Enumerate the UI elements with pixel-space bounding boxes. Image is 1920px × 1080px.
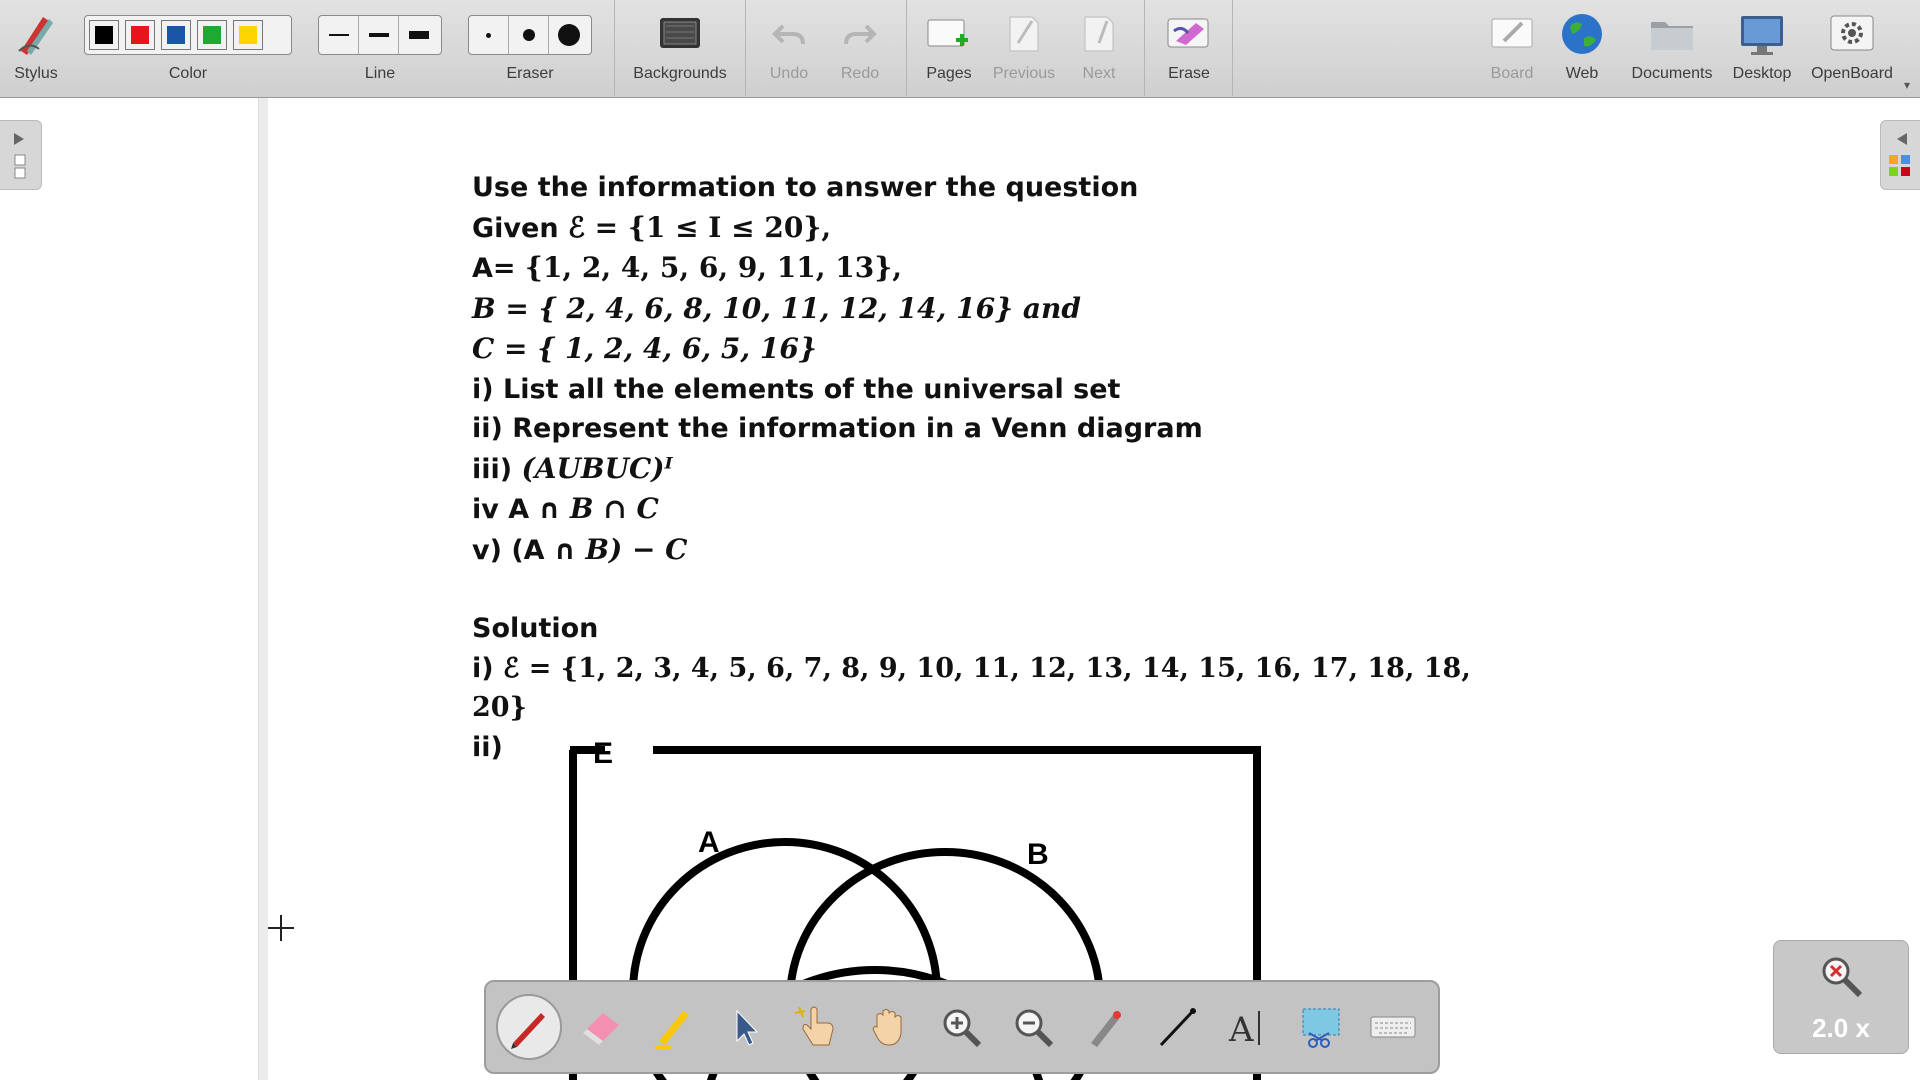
solution-2: ii) (472, 731, 503, 763)
color-blue-button[interactable] (161, 20, 191, 50)
set-b-line: B = { 2, 4, 6, 8, 10, 11, 12, 14, 16} and (472, 291, 1081, 325)
line-tool-button[interactable] (1144, 994, 1210, 1060)
color-red-button[interactable] (125, 20, 155, 50)
color-swatch-blue (167, 26, 185, 44)
web-button[interactable]: Web (1550, 0, 1614, 96)
zoom-in-icon (937, 1003, 985, 1051)
pointing-hand-icon (793, 1003, 841, 1051)
eraser-icon (577, 1003, 625, 1051)
universal-set-label: E (593, 737, 614, 770)
color-palette (84, 15, 292, 55)
left-margin-area (0, 98, 268, 1080)
universal-set-line: Given ℰ = {1 ≤ I ≤ 20}, (472, 210, 832, 244)
color-black-button[interactable] (89, 20, 119, 50)
text-tool-button[interactable] (1216, 994, 1282, 1060)
pen-tool-button[interactable] (496, 994, 562, 1060)
redo-button[interactable]: Redo (826, 0, 894, 96)
erase-board-icon (1165, 10, 1213, 58)
color-swatch-yellow (239, 26, 257, 44)
zoom-out-icon (1009, 1003, 1057, 1051)
capture-scissors-icon (1297, 1003, 1345, 1051)
highlighter-icon (649, 1003, 697, 1051)
pages-button[interactable]: Pages (914, 0, 984, 96)
desktop-button[interactable]: Desktop (1724, 0, 1800, 96)
svg-text:A: A (1229, 1010, 1254, 1050)
eraser-large-button[interactable] (549, 16, 589, 54)
eraser-size-options (468, 15, 592, 55)
hand-tool-button[interactable] (856, 994, 922, 1060)
color-swatch-black (95, 26, 113, 44)
question-4: iv A ∩ B ∩ C (472, 492, 659, 525)
question-2: ii) Represent the information in a Venn diagram (472, 413, 1203, 444)
marker-tool-button[interactable] (640, 994, 706, 1060)
zoom-out-button[interactable] (1000, 994, 1066, 1060)
line-thick-button[interactable] (399, 16, 439, 54)
color-swatch-red (131, 26, 149, 44)
desktop-monitor-icon (1738, 10, 1786, 58)
top-toolbar (0, 0, 1920, 98)
line-medium-button[interactable] (359, 16, 399, 54)
backgrounds-icon (656, 10, 704, 58)
keyboard-icon (1369, 1003, 1417, 1051)
color-green-button[interactable] (197, 20, 227, 50)
hand-icon (865, 1003, 913, 1051)
zoom-indicator[interactable] (1773, 940, 1909, 1054)
previous-page-button[interactable]: Previous (988, 0, 1060, 96)
zoom-level-label: 2.0 x (1812, 1013, 1870, 1043)
stylus-palette (484, 980, 1440, 1074)
documents-button[interactable]: Documents (1620, 0, 1724, 96)
undo-button[interactable]: Undo (755, 0, 823, 96)
blank-line (472, 570, 1472, 609)
openboard-menu-button[interactable]: OpenBoard (1802, 0, 1902, 96)
zoom-in-button[interactable] (928, 994, 994, 1060)
laser-pointer-button[interactable] (1072, 994, 1138, 1060)
eraser-small-button[interactable] (469, 16, 509, 54)
selector-tool-button[interactable] (712, 994, 778, 1060)
left-palette-toggle[interactable] (0, 120, 42, 190)
previous-page-icon (1000, 10, 1048, 58)
color-yellow-button[interactable] (233, 20, 263, 50)
arrow-cursor-icon (721, 1003, 769, 1051)
line-group: Line (316, 0, 444, 96)
board-button[interactable]: Board (1476, 0, 1548, 96)
solution-heading: Solution (472, 613, 599, 644)
board-icon (1488, 10, 1536, 58)
capture-tool-button[interactable] (1288, 994, 1354, 1060)
solution-1: i) ℰ = {1, 2, 3, 4, 5, 6, 7, 8, 9, 10, 11, 12, 13, 14, 15, 16, 17, 18, 18, 20} (472, 652, 1471, 723)
set-a-label: A (698, 826, 720, 859)
erase-button[interactable]: Erase (1150, 0, 1228, 96)
toolbar-divider (1144, 0, 1145, 96)
globe-icon (1558, 10, 1606, 58)
toolbar-divider (614, 0, 615, 96)
color-group: Color (82, 0, 294, 96)
redo-icon (836, 10, 884, 58)
stylus-icon (12, 10, 60, 58)
board-document (472, 168, 1472, 767)
folder-icon (1648, 10, 1696, 58)
text-icon (1225, 1003, 1273, 1051)
library-icon (1881, 121, 1920, 191)
stylus-button[interactable]: Stylus (0, 0, 72, 96)
add-page-icon (925, 10, 973, 58)
zoom-reset-icon (1816, 951, 1868, 1003)
backgrounds-button[interactable]: Backgrounds (622, 0, 738, 96)
line-thin-button[interactable] (319, 16, 359, 54)
instruction-line: Use the information to answer the question (472, 172, 1139, 203)
interact-tool-button[interactable] (784, 994, 850, 1060)
crosshair-cursor-icon (266, 913, 296, 943)
set-b-label: B (1027, 838, 1049, 871)
gear-icon (1828, 10, 1876, 58)
right-palette-toggle[interactable] (1880, 120, 1920, 190)
laser-pointer-icon (1081, 1003, 1129, 1051)
line-width-options (318, 15, 442, 55)
toolbar-divider (745, 0, 746, 96)
toolbar-divider (1232, 0, 1233, 96)
pen-icon (505, 1003, 553, 1051)
color-swatch-green (203, 26, 221, 44)
question-1: i) List all the elements of the universal set (472, 373, 1121, 405)
page-list-icon (0, 121, 40, 191)
virtual-keyboard-button[interactable] (1360, 994, 1426, 1060)
set-c-line: C = { 1, 2, 4, 6, 5, 16} (472, 332, 817, 365)
next-page-icon (1075, 10, 1123, 58)
question-3: iii) (AUBUC)ᴵ (472, 451, 673, 485)
next-page-button[interactable]: Next (1064, 0, 1134, 96)
chevron-down-icon[interactable]: ▾ (1904, 78, 1911, 92)
eraser-group: Eraser (466, 0, 594, 96)
line-icon (1153, 1003, 1201, 1051)
eraser-medium-button[interactable] (509, 16, 549, 54)
question-5: v) (A ∩ B) − C (472, 532, 688, 566)
toolbar-divider (906, 0, 907, 96)
undo-icon (765, 10, 813, 58)
set-a-line: A= {1, 2, 4, 5, 6, 9, 11, 13}, (472, 251, 902, 284)
eraser-tool-button[interactable] (568, 994, 634, 1060)
